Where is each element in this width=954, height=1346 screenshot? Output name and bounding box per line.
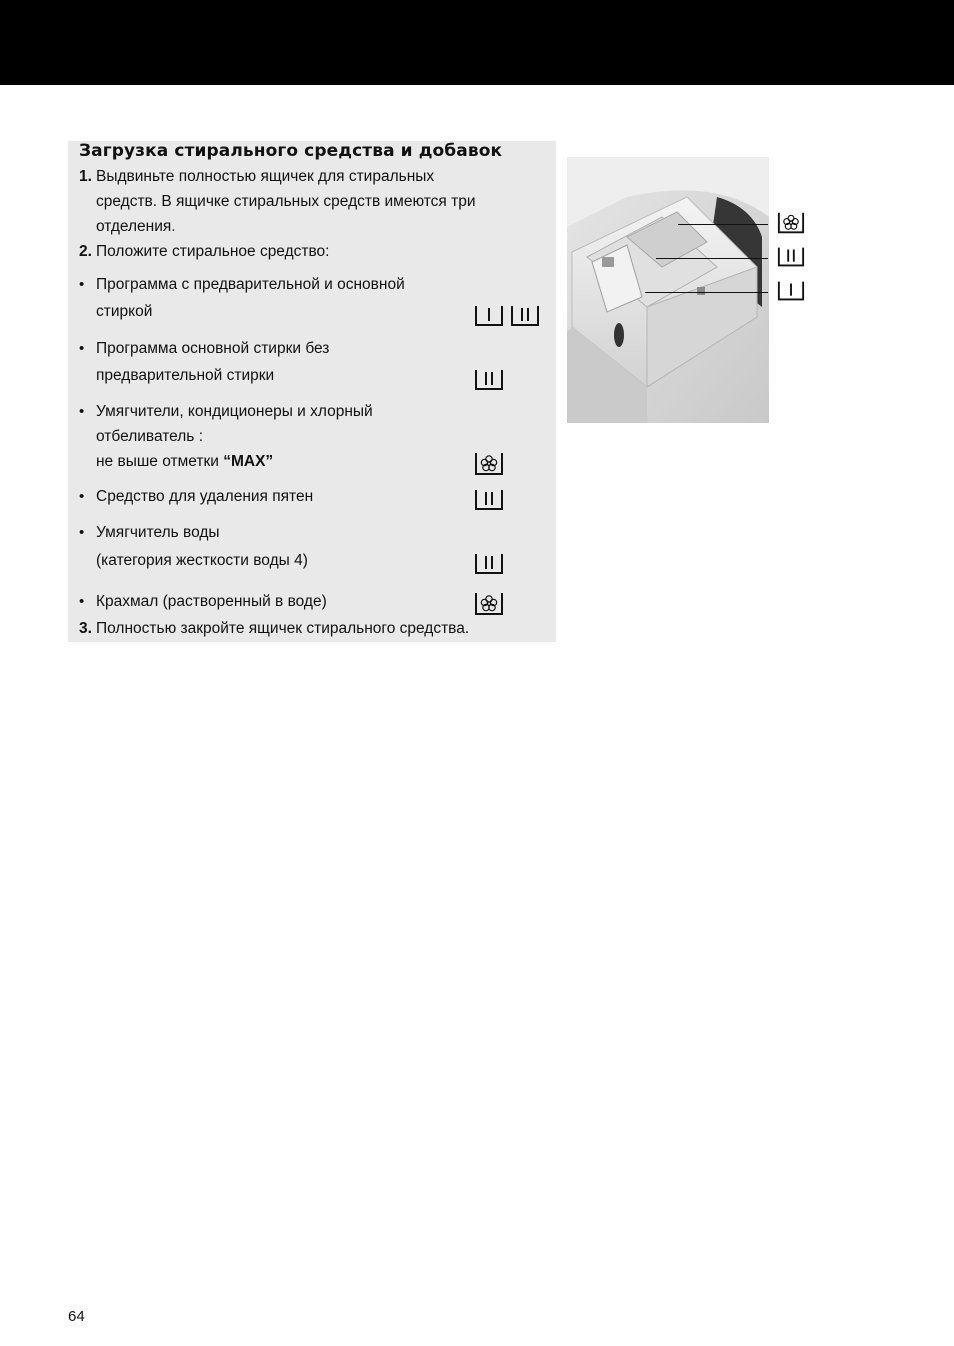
- step-text: средств. В ящичке стиральных средств имеются три: [96, 193, 476, 210]
- bullet-text: стиркой: [96, 303, 153, 320]
- compartment-i-icon: [777, 279, 805, 303]
- header-bar: [0, 0, 954, 85]
- bullet-text: Умягчитель воды: [96, 524, 220, 541]
- bullet: •: [79, 488, 85, 505]
- bullet: •: [79, 276, 85, 293]
- step-text: Полностью закройте ящичек стирального средства.: [96, 620, 470, 637]
- bullet: •: [79, 340, 85, 357]
- bullet-text: (категория жесткости воды 4): [96, 552, 308, 569]
- bullet-text: отбеливатель :: [96, 428, 203, 445]
- leader-line: [678, 224, 768, 225]
- page-number: 64: [68, 1308, 85, 1325]
- compartment-ii-icon: [510, 304, 540, 328]
- bullet: •: [79, 524, 85, 541]
- bullet: •: [79, 593, 85, 610]
- step-text: отделения.: [96, 218, 176, 235]
- leader-line: [656, 258, 768, 259]
- compartment-ii-icon: [474, 552, 504, 576]
- max-label: “MAX”: [223, 453, 274, 470]
- step-text: Выдвиньте полностью ящичек для стиральных: [96, 168, 435, 185]
- compartment-ii-icon: [474, 368, 504, 392]
- bullet-text: Средство для удаления пятен: [96, 488, 314, 505]
- step-number: 2.: [79, 243, 92, 260]
- leader-line: [645, 292, 768, 293]
- bullet-text: Умягчители, кондиционеры и хлорный: [96, 403, 373, 420]
- flower-compartment-icon: [777, 210, 805, 236]
- bullet-text: предварительной стирки: [96, 367, 275, 384]
- bullet-text: Программа основной стирки без: [96, 340, 330, 357]
- step-text: Положите стиральное средство:: [96, 243, 330, 260]
- step-number: 3.: [79, 620, 92, 637]
- bullet-text: не выше отметки “MAX”: [96, 453, 274, 470]
- flower-compartment-icon: [474, 451, 504, 477]
- detergent-drawer-photo: [567, 157, 769, 423]
- bullet: •: [79, 403, 85, 420]
- compartment-i-icon: [474, 304, 504, 328]
- compartment-ii-icon: [474, 488, 504, 512]
- bullet-text: Программа с предварительной и основной: [96, 276, 405, 293]
- section-heading: Загрузка стирального средства и добавок: [79, 141, 503, 161]
- bullet-text: Крахмал (растворенный в воде): [96, 593, 327, 610]
- flower-compartment-icon: [474, 591, 504, 617]
- step-number: 1.: [79, 168, 92, 185]
- compartment-ii-icon: [777, 245, 805, 269]
